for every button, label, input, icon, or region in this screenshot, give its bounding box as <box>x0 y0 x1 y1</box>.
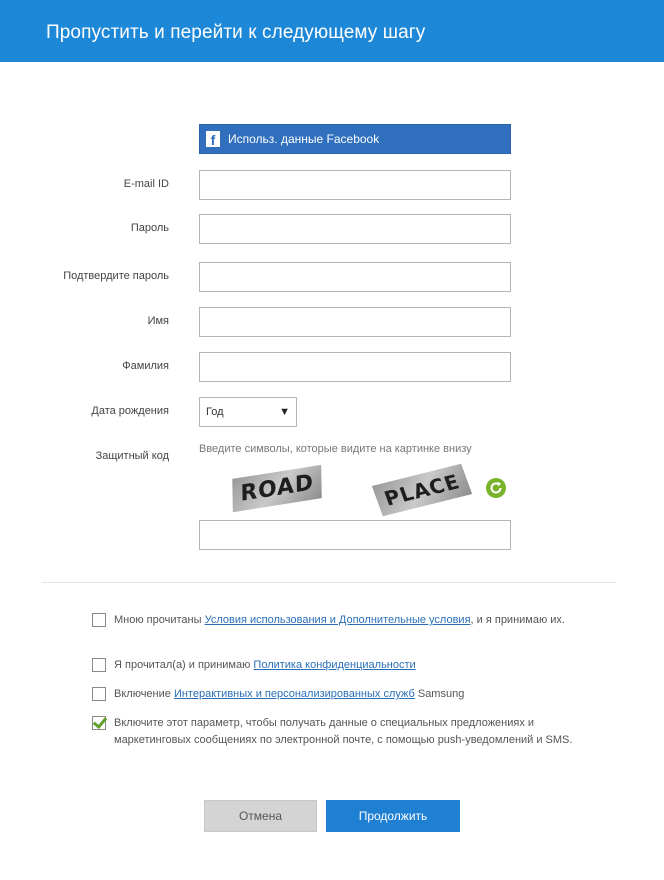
continue-button[interactable]: Продолжить <box>326 800 460 832</box>
privacy-row <box>92 657 612 674</box>
services-checkbox[interactable] <box>92 687 106 701</box>
captcha-input[interactable] <box>199 520 511 550</box>
email-input[interactable] <box>199 170 511 200</box>
marketing-checkbox[interactable] <box>92 716 106 730</box>
privacy-prefix: Я прочитал(а) и принимаю <box>114 659 254 671</box>
privacy-checkbox[interactable] <box>92 658 106 672</box>
first-name-label: Имя <box>147 315 169 327</box>
services-suffix: Samsung <box>414 688 465 700</box>
captcha-hint: Введите символы, которые видите на картинке внизу <box>199 443 472 455</box>
marketing-text: Включите этот параметр, чтобы получать данные о специальных предложениях и маркетинговых сообщениях по электронной почте, с помощью push-уведомлений и SMS. <box>114 717 573 746</box>
captcha-word-2: PLACE <box>372 464 472 517</box>
captcha-label: Защитный код <box>95 450 169 462</box>
page-header <box>0 0 664 62</box>
page-title: Пропустить и перейти к следующему шагу <box>46 22 426 43</box>
divider <box>42 582 616 583</box>
last-name-label: Фамилия <box>122 360 169 372</box>
password-label: Пароль <box>130 222 169 234</box>
terms-suffix: , и я принимаю их. <box>470 614 565 626</box>
terms-link[interactable]: Условия использования и Дополнительные условия <box>204 614 471 626</box>
facebook-login-label: Использ. данные Facebook <box>228 132 380 146</box>
dropdown-arrow-icon: ▼ <box>279 406 290 418</box>
password-input[interactable] <box>199 214 511 244</box>
terms-checkbox[interactable] <box>92 613 106 627</box>
year-select-value: Год <box>206 406 224 418</box>
captcha-word-1: ROAD <box>232 465 322 512</box>
services-link[interactable]: Интерактивных и персонализированных служб <box>173 688 415 700</box>
year-select[interactable] <box>199 397 297 427</box>
services-row <box>92 686 612 703</box>
facebook-login-button[interactable] <box>199 124 511 154</box>
services-prefix: Включение <box>114 688 174 700</box>
first-name-input[interactable] <box>199 307 511 337</box>
privacy-link[interactable]: Политика конфиденциальности <box>253 659 416 671</box>
terms-prefix: Мною прочитаны <box>114 614 205 626</box>
facebook-icon: f <box>206 131 220 147</box>
confirm-password-label: Подтвердите пароль <box>63 270 169 282</box>
last-name-input[interactable] <box>199 352 511 382</box>
marketing-row <box>92 715 612 749</box>
birth-date-label: Дата рождения <box>91 405 169 417</box>
confirm-password-input[interactable] <box>199 262 511 292</box>
cancel-button[interactable]: Отмена <box>204 800 317 832</box>
email-label: E-mail ID <box>123 178 169 190</box>
refresh-captcha-icon[interactable] <box>486 478 506 498</box>
terms-row <box>92 612 612 629</box>
